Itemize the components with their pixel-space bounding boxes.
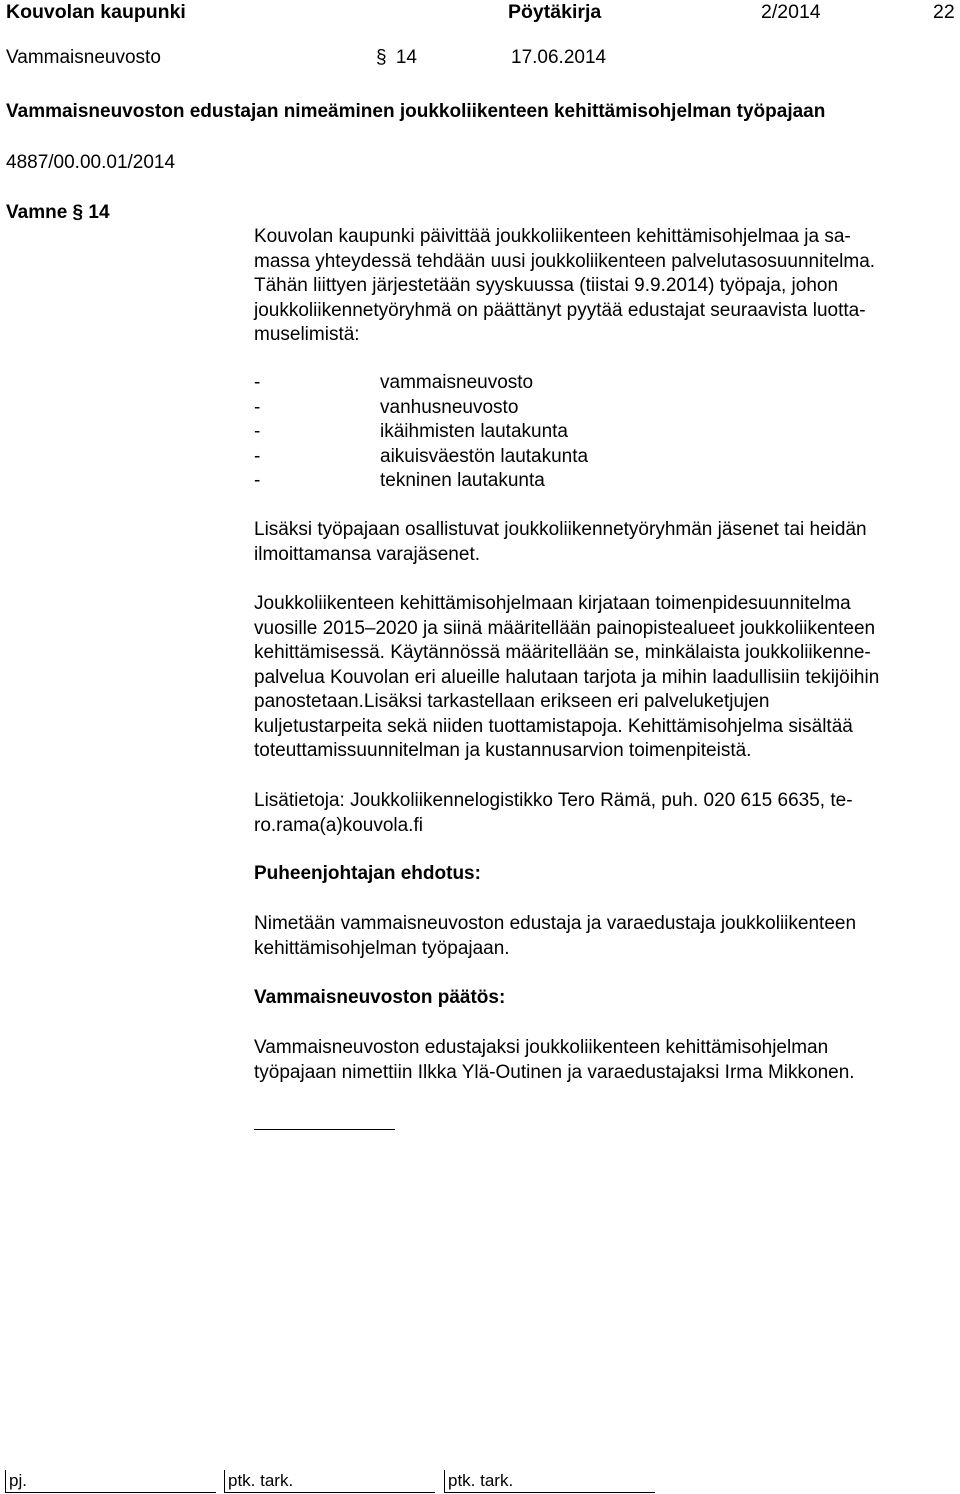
section-reference: Vamne § 14 [6, 202, 110, 223]
header-doc-type: Pöytäkirja [508, 1, 602, 23]
intro-paragraph: Kouvolan kaupunki päivittää joukkoliikenteen kehittämisohjelmaa ja sa- massa yhteydessä tehdään uusi joukkoliikenteen palvelutasosuunnitelma. Tähän liittyen järjestetään syyskuussa (tiistai 9.9.2014) työpaja, johon joukkoliikennetyöryhmä on päättänyt pyytää edustajat seuraavista luotta- muselimistä: [254, 226, 876, 345]
decision-text: Vammaisneuvoston edustajaksi joukkoliikenteen kehittämisohjelman työpajaan nimettiin Ilkka Ylä-Outinen ja varaedustajaksi Irma Mikkonen. [254, 1037, 855, 1083]
contact-paragraph: Lisätietoja: Joukkoliikennelogistikko Tero Rämä, puh. 020 615 6635, te- ro.rama(a)kouvola.fi [254, 790, 853, 836]
programme-paragraph: Joukkoliikenteen kehittämisohjelmaan kirjataan toimenpidesuunnitelma vuosille 2015–2020 ja siinä määritellään painopistealueet joukkoliikenteen kehittämisessä. Käytännössä määritellään se, minkälaista joukkoliikenne- palvelua Kouvolan eri alueille halutaan tarjota ja mihin laadullisiin tekijöihin panostetaan.Lisäksi tarkastellaan erikseen eri palveluketjujen kuljetustarpeita sekä niiden tuottamistapoja. Kehittämisohjelma sisältää toteuttamissuunnitelman ja kustannusarvion toimenpiteistä. [254, 593, 880, 761]
footer-box-initials [5, 1470, 216, 1493]
header-org: Kouvolan kaupunki [6, 1, 186, 23]
list-item: - tekninen lautakunta [254, 470, 545, 491]
header-date: 17.06.2014 [511, 47, 607, 68]
header-doc-number: 2/2014 [761, 1, 821, 23]
list-item: - vanhusneuvosto [254, 396, 519, 418]
header-section-number: § 14 [376, 47, 417, 68]
section-symbol-icon: § [72, 202, 84, 223]
body-list [254, 371, 954, 494]
footer-check1-label: ptk. tark. [228, 1471, 294, 1490]
section-symbol-icon: § [376, 47, 387, 68]
document-title: Vammaisneuvoston edustajan nimeäminen joukkoliikenteen kehittämisohjelman työpajaan [6, 101, 826, 122]
proposal-heading: Puheenjohtajan ehdotus: [254, 863, 481, 884]
list-item: - ikäihmisten lautakunta [254, 421, 568, 442]
footer-check2-label: ptk. tark. [448, 1471, 514, 1490]
header-page-number: 22 [933, 1, 955, 23]
diary-number: 4887/00.00.01/2014 [6, 152, 176, 173]
header-body: Vammaisneuvosto [6, 47, 161, 68]
list-item: - vammaisneuvosto [254, 372, 534, 393]
footer-initials-label: pj. [9, 1471, 27, 1490]
decision-heading: Vammaisneuvoston päätös: [254, 987, 506, 1008]
list-item: - aikuisväestön lautakunta [254, 445, 589, 467]
separator-line [254, 1129, 395, 1130]
participants-paragraph: Lisäksi työpajaan osallistuvat joukkoliikennetyöryhmän jäsenet tai heidän ilmoittamansa varajäsenet. [254, 519, 867, 565]
proposal-text: Nimetään vammaisneuvoston edustaja ja varaedustaja joukkoliikenteen kehittämisohjelman työpajaan. [254, 913, 857, 959]
